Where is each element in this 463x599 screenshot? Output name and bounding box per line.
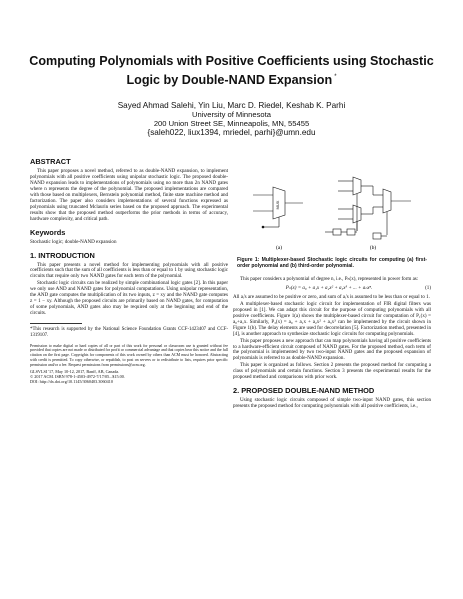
footnote-rule <box>30 323 82 324</box>
paper-title <box>20 53 443 88</box>
author-block <box>40 101 423 137</box>
introduction-heading: 1. INTRODUCTION <box>30 250 95 260</box>
venue-line: GLSVLSI '17, May 10-12, 2017, Banff, AB, Canada. <box>30 369 120 375</box>
label-b: (b) <box>369 245 377 251</box>
permission-notice: Permission to make digital or hard copies of all or part of this work for personal or classroom use is granted without fee provided that copies are not made or distributed for profit or commercial advantage and that copies bear this notice and the full citation on the first page. Copyrights for components of this work owned by others than ACM must be honored. Abstracting with credit is permitted. To copy otherwise, or republish, to post on servers or to redistribute to lists, requires prior specific permission and/or a fee. Request permissions from permissions@acm.org. <box>30 343 228 367</box>
equation-text: Pₙ(x) = a₀ + a₁x + a₂x² + a₃x³ + ... + aₙxⁿ. <box>285 284 373 291</box>
venue-info <box>30 369 228 384</box>
title-footnote-mark: * <box>334 74 337 80</box>
doi-line: DOI: http://dx.doi.org/10.1145/3060403.3060410 <box>30 379 113 385</box>
title-text: Computing Polynomials with Positive Coefficients using Stochastic Logic by Double-NAND Expansion <box>29 54 434 87</box>
address: 200 Union Street SE, Minneapolis, MN, 55455 <box>153 119 310 128</box>
section-2-heading: 2. PROPOSED DOUBLE-NAND METHOD <box>233 386 375 396</box>
copyright-line: © 2017 ACM. ISBN 978-1-4503-4972-7/17/05...$15.00. <box>30 374 125 380</box>
figure-caption: Figure 1: Multiplexer-based Stochastic logic circuits for computing (a) first-order polynomial and (b) third-order polynomial. <box>237 257 427 269</box>
mux-text: MUX <box>275 200 280 210</box>
author-names: Sayed Ahmad Salehi, Yin Liu, Marc D. Riedel, Keshab K. Parhi <box>117 101 346 110</box>
equation-number: (1) <box>425 284 431 291</box>
author-emails: {saleh022, liux1394, mriedel, parhi}@umn.edu <box>147 128 316 137</box>
abstract-heading: ABSTRACT <box>30 157 71 166</box>
circuit-diagram <box>233 165 431 253</box>
keywords-text: Stochastic logic; double-NAND expansion <box>30 238 117 245</box>
right-paragraph-1: This paper considers a polynomial of degree n, i.e., Pₙ(x), represented in power form as: <box>240 276 419 282</box>
right-paragraph-4: This paper proposes a new approach that can map polynomials having all positive coefficients to a hardware-efficient circuit composed of NAND gates. For the proposed method, each term of the polynomial is implemented by two two-input NAND gates and the proposed expansion of polynomials is referred to as double-NAND expansion. <box>233 337 431 362</box>
right-paragraph-5: This paper is organized as follows. Section 2 presents the proposed method for computing a class of polynomials and certain functions. Section 3 presents the experimental results for the proposed method and comparisons with prior work. <box>233 362 431 381</box>
keywords-heading: Keywords <box>30 227 66 237</box>
equation-1 <box>233 286 431 292</box>
intro-paragraph-2: Stochastic logic circuits can be realized by simple combinational logic gates [2]. In this paper we only use AND and NAND gates for polynomial computations. Using unipolar representation, the AND gate computes the multiplication of its two inputs, z = xy and the NAND gate computes z = 1 − xy. Although the proposed circuits are primarily based on NAND gates, for computation of some polynomials, AND gates also may be required only at the beginning and end of the circuits. <box>30 280 228 317</box>
intro-paragraph-1: This paper presents a novel method for implementing polynomials with all positive coefficients such that the sum of all coefficients is less than or equal to 1 by using stochastic logic circuits that require only two NAND gates for each term of the polynomial. <box>30 261 228 280</box>
label-a: (a) <box>275 245 283 251</box>
figure-1 <box>233 165 431 253</box>
right-paragraph-3: A multiplexer-based stochastic logic circuit for implementation of FIR digital filters was proposed in [1]. We can adapt this circuit for the purpose of computing polynomials with all positive coefficients. Figure 1(a) shows the multiplexer-based circuit for computation of P₁(x) = a₀+a₁x. Similarly, P₃(x) = a₀ + a₁x + a₂x² + a₃x³ can be implemented by the circuit shown in Figure 1(b). The delay elements are used for decorrelation [5]. Factorization method, presented in [4], is another approach to synthesize stochastic logic circuits for computing polynomials. <box>233 300 431 337</box>
section-2-paragraph: Using stochastic logic circuits composed of simple two-input NAND gates, this section presents the proposed method for computing polynomials with all positive coefficients, i.e., <box>233 397 431 410</box>
right-column <box>233 165 431 411</box>
right-paragraph-2: All aᵢ's are assumed to be positive or zero, and sum of aᵢ's is assumed to be less than or equal to 1. <box>233 293 430 300</box>
left-column <box>30 157 228 384</box>
funding-footnote: *This research is supported by the National Science Foundation Grants CCF-1423407 and CCF-1319107. <box>30 327 228 338</box>
affiliation: University of Minnesota <box>192 110 271 119</box>
abstract-text: This paper proposes a novel method, referred to as double-NAND expansion, to implement polynomials with all positive coefficients using unipolar stochastic logic. The proposed double-NAND expansion leads to implementations of polynomials using no more than 2n NAND gates where n represents the degree of the polynomial. The proposed implementations are compared with those based on multiplexers, Bernstein polynomial method, finite state machine method and factorization. The paper also considers implementations of several functions expressed as polynomials using truncated Mclaurin series based on the proposed approach. The experimental results show that the proposed method outperforms the prior methods in terms of accuracy, hardware complexity, and critical path. <box>30 168 228 222</box>
